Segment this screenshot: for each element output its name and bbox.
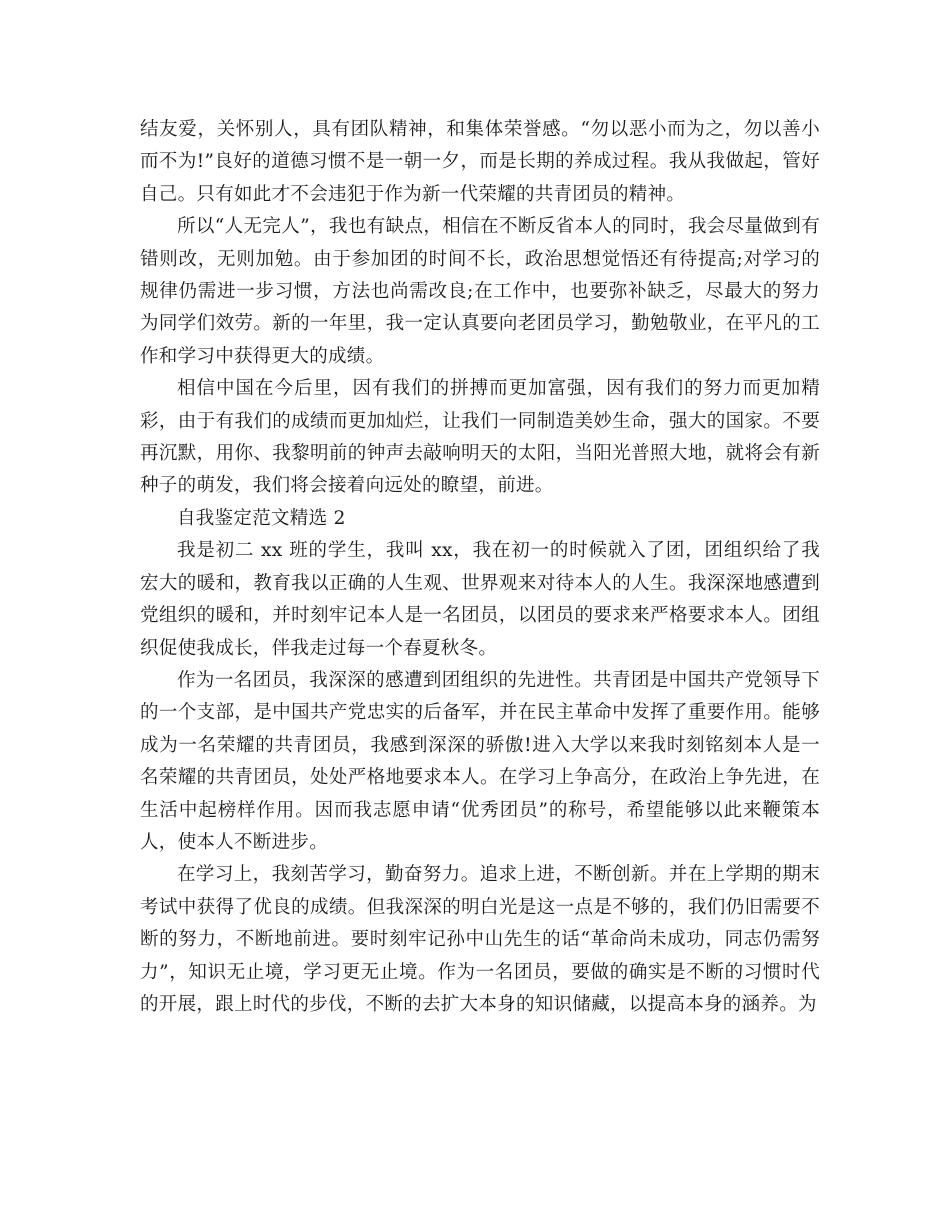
paragraph: 我是初二 xx 班的学生，我叫 xx，我在初一的时候就入了团，团组织给了我宏大的暖和，教育我以正确的人生观、世界观来对待本人的人生。我深深地感遭到党组织的暖和，并时刻牢记本人是一名团员，以团员的要求来严格要求本人。团组织促使我成长，伴我走过每一个春夏秋冬。: [140, 540, 820, 659]
paragraph: 相信中国在今后里，因有我们的拼搏而更加富强，因有我们的努力而更加精彩，由于有我们的成绩而更加灿烂，让我们一同制造美妙生命，强大的国家。不要再沉默，用你、我黎明前的钟声去敲响明天的太阳，当阳光普照大地，就将会有新种子的萌发，我们将会接着向远处的瞭望，前进。: [140, 378, 820, 497]
paragraph-continued: 结友爱，关怀别人，具有团队精神，和集体荣誉感。“勿以恶小而为之，勿以善小而不为!”良好的道德习惯不是一朝一夕，而是长期的养成过程。我从我做起，管好自己。只有如此才不会违犯于作为新一代荣耀的共青团员的精神。: [140, 119, 820, 205]
paragraph: 作为一名团员，我深深的感遭到团组织的先进性。共青团是中国共产党领导下的一个支部，是中国共产党忠实的后备军，并在民主革命中发挥了重要作用。能够成为一名荣耀的共青团员，我感到深深的骄傲!进入大学以来我时刻铭刻本人是一名荣耀的共青团员，处处严格地要求本人。在学习上争高分，在政治上争先进，在生活中起榜样作用。因而我志愿申请“优秀团员”的称号，希望能够以此来鞭策本人，使本人不断进步。: [140, 669, 820, 853]
section-heading: 自我鉴定范文精选 2: [177, 507, 346, 529]
paragraph: 所以“人无完人”，我也有缺点，相信在不断反省本人的同时，我会尽量做到有错则改，无则加勉。由于参加团的时间不长，政治思想觉悟还有待提高;对学习的规律仍需进一步习惯，方法也尚需改良;在工作中，也要弥补缺乏，尽最大的努力为同学们效劳。新的一年里，我一定认真要向老团员学习，勤勉敬业，在平凡的工作和学习中获得更大的成绩。: [140, 216, 820, 367]
document-body: [140, 114, 820, 1021]
paragraph: 在学习上，我刻苦学习，勤奋努力。追求上进，不断创新。并在上学期的期末考试中获得了优良的成绩。但我深深的明白光是这一点是不够的，我们仍旧需要不断的努力，不断地前进。要时刻牢记孙中山先生的话“革命尚未成功，同志仍需努力”，知识无止境，学习更无止境。作为一名团员，要做的确实是不断的习惯时代的开展，跟上时代的步伐，不断的去扩大本身的知识储藏，以提高本身的涵养。为: [140, 864, 820, 1015]
